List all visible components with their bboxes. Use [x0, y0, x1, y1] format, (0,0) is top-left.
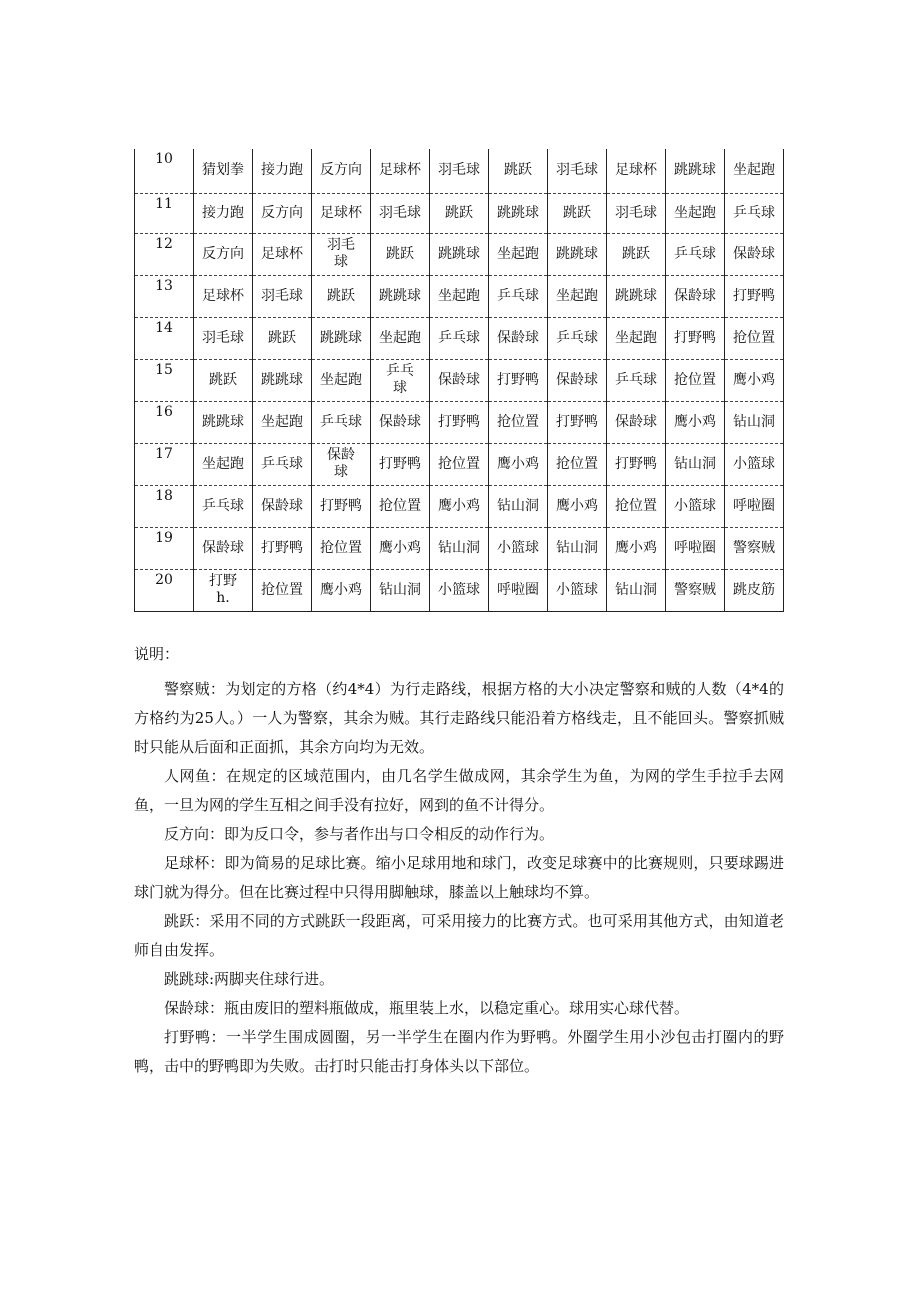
table-cell: 打野鸭 [371, 443, 430, 485]
row-number: 18 [135, 485, 194, 527]
table-cell: 抢位置 [725, 317, 784, 359]
table-row [135, 485, 784, 527]
table-cell: 跳跃 [312, 275, 371, 317]
table-row [135, 275, 784, 317]
table-cell: 小篮球 [430, 569, 489, 611]
table-cell: 小篮球 [489, 527, 548, 569]
note-paragraph: 跳跳球:两脚夹住球行进。 [164, 970, 335, 988]
table-row [135, 401, 784, 443]
table-cell [312, 233, 371, 275]
table-cell: 跳跳球 [253, 359, 312, 401]
table-cell: 警察贼 [666, 569, 725, 611]
table-cell: 打野鸭 [666, 317, 725, 359]
notes-heading: 说明： [134, 645, 180, 663]
table-cell: 跳跳球 [430, 233, 489, 275]
table-row [135, 359, 784, 401]
row-number: 17 [135, 443, 194, 485]
table-cell: 足球杯 [253, 233, 312, 275]
table-cell: 打野鸭 [725, 275, 784, 317]
table-cell: 保龄球 [371, 401, 430, 443]
table-cell: 坐起跑 [666, 193, 725, 233]
table-cell: 乒乓球 [194, 485, 253, 527]
table-cell: 鹰小鸡 [430, 485, 489, 527]
table-cell: 坐起跑 [371, 317, 430, 359]
row-number: 14 [135, 317, 194, 359]
table-cell: 坐起跑 [312, 359, 371, 401]
table-cell: 跳皮筋 [725, 569, 784, 611]
table-cell: 抢位置 [253, 569, 312, 611]
table-cell: 乒乓球 [607, 359, 666, 401]
table-cell: 钻山洞 [489, 485, 548, 527]
row-number: 10 [135, 149, 194, 193]
table-cell: 鹰小鸡 [725, 359, 784, 401]
table-cell: 抢位置 [430, 443, 489, 485]
row-number: 16 [135, 401, 194, 443]
table-cell: 抢位置 [489, 401, 548, 443]
table-cell: 钻山洞 [666, 443, 725, 485]
table-cell: 打野鸭 [607, 443, 666, 485]
row-number: 20 [135, 569, 194, 611]
table-row [135, 149, 784, 193]
table-cell: 鹰小鸡 [489, 443, 548, 485]
table-cell: 打野鸭 [312, 485, 371, 527]
table-cell: 鹰小鸡 [607, 527, 666, 569]
table-cell: 跳跳球 [489, 193, 548, 233]
note-paragraph: 打野鸭：一半学生围成圆圈，另一半学生在圈内作为野鸭。外圈学生用小沙包击打圈内的野鸭，击中的野鸭即为失败。击打时只能击打身体头以下部位。 [134, 1028, 784, 1075]
table-cell: 跳跳球 [666, 149, 725, 193]
table-cell: 呼啦圈 [725, 485, 784, 527]
table-row [135, 193, 784, 233]
table-cell: 呼啦圈 [666, 527, 725, 569]
table-cell: 钻山洞 [548, 527, 607, 569]
table-cell: 羽毛球 [253, 275, 312, 317]
table-cell: 保龄球 [430, 359, 489, 401]
table-cell: 坐起跑 [194, 443, 253, 485]
table-cell: 保龄球 [253, 485, 312, 527]
cell-text: 乒乓球 [386, 363, 414, 396]
table-cell: 羽毛球 [430, 149, 489, 193]
table-cell: 反方向 [312, 149, 371, 193]
table-cell: 小篮球 [666, 485, 725, 527]
table-cell: 坐起跑 [725, 149, 784, 193]
table-cell: 跳跳球 [607, 275, 666, 317]
table-cell: 反方向 [253, 193, 312, 233]
table-cell: 坐起跑 [548, 275, 607, 317]
activity-schedule-table [134, 149, 784, 612]
table-cell: 抢位置 [607, 485, 666, 527]
table-cell: 呼啦圈 [489, 569, 548, 611]
table-cell: 警察贼 [725, 527, 784, 569]
table-cell: 鹰小鸡 [312, 569, 371, 611]
table-cell: 跳跃 [194, 359, 253, 401]
table-cell: 小篮球 [548, 569, 607, 611]
row-number: 12 [135, 233, 194, 275]
table-cell: 钻山洞 [430, 527, 489, 569]
table-cell: 抢位置 [666, 359, 725, 401]
table-cell: 羽毛球 [607, 193, 666, 233]
note-paragraph: 反方向：即为反口令，参与者作出与口令相反的动作行为。 [164, 825, 555, 843]
note-paragraph: 跳跃：采用不同的方式跳跃一段距离，可采用接力的比赛方式。也可采用其他方式，由知道老师自由发挥。 [134, 912, 784, 959]
table-cell: 乒乓球 [430, 317, 489, 359]
table-cell: 保龄球 [607, 401, 666, 443]
notes-section [134, 640, 784, 1081]
table-cell: 保龄球 [489, 317, 548, 359]
table-cell: 跳跳球 [194, 401, 253, 443]
table-cell: 保龄球 [666, 275, 725, 317]
table-cell: 乒乓球 [489, 275, 548, 317]
table-cell: 足球杯 [312, 193, 371, 233]
table-cell: 钻山洞 [607, 569, 666, 611]
table-cell: 鹰小鸡 [548, 485, 607, 527]
cell-text: 打野h. [209, 573, 237, 606]
table-cell: 跳跃 [430, 193, 489, 233]
row-number: 11 [135, 193, 194, 233]
table-cell: 羽毛球 [194, 317, 253, 359]
table-cell: 跳跳球 [312, 317, 371, 359]
table-cell: 钻山洞 [371, 569, 430, 611]
table-cell: 抢位置 [371, 485, 430, 527]
table-cell: 乒乓球 [548, 317, 607, 359]
table-cell: 鹰小鸡 [666, 401, 725, 443]
table-cell: 乒乓球 [666, 233, 725, 275]
table-row [135, 317, 784, 359]
table-cell: 打野鸭 [548, 401, 607, 443]
table-cell [371, 359, 430, 401]
table-cell: 保龄球 [725, 233, 784, 275]
table-cell: 跳跃 [489, 149, 548, 193]
table-row [135, 527, 784, 569]
table-cell: 跳跳球 [548, 233, 607, 275]
table-cell: 乒乓球 [725, 193, 784, 233]
table-cell: 坐起跑 [430, 275, 489, 317]
table-cell: 接力跑 [253, 149, 312, 193]
table-cell: 猜划拳 [194, 149, 253, 193]
table-cell: 足球杯 [371, 149, 430, 193]
note-paragraph: 足球杯：即为简易的足球比赛。缩小足球用地和球门，改变足球赛中的比赛规则，只要球踢进球门就为得分。但在比赛过程中只得用脚触球，膝盖以上触球均不算。 [134, 854, 784, 901]
table-cell [312, 443, 371, 485]
table-row [135, 569, 784, 611]
table-cell: 打野鸭 [489, 359, 548, 401]
table-cell: 跳跃 [548, 193, 607, 233]
table-cell: 羽毛球 [548, 149, 607, 193]
table-cell: 跳跃 [371, 233, 430, 275]
table-cell: 打野鸭 [253, 527, 312, 569]
table-cell: 抢位置 [312, 527, 371, 569]
table-cell: 抢位置 [548, 443, 607, 485]
table-cell: 足球杯 [194, 275, 253, 317]
table-cell: 跳跃 [253, 317, 312, 359]
table-row [135, 443, 784, 485]
table-cell: 打野鸭 [430, 401, 489, 443]
table-cell: 保龄球 [548, 359, 607, 401]
cell-text: 保龄球 [327, 447, 355, 480]
note-paragraph: 警察贼：为划定的方格（约4*4）为行走路线，根据方格的大小决定警察和贼的人数（4*4的方格约为25人。）一人为警察，其余为贼。其行走路线只能沿着方格线走，且不能回头。警察抓贼时只能从后面和正面抓，其余方向均为无效。 [134, 680, 784, 756]
note-paragraph: 保龄球：瓶由废旧的塑料瓶做成，瓶里装上水，以稳定重心。球用实心球代替。 [164, 999, 690, 1017]
row-number: 13 [135, 275, 194, 317]
table-cell: 接力跑 [194, 193, 253, 233]
table-cell: 跳跃 [607, 233, 666, 275]
table-cell: 坐起跑 [489, 233, 548, 275]
table-cell: 乒乓球 [312, 401, 371, 443]
table-cell: 坐起跑 [253, 401, 312, 443]
table-cell: 跳跳球 [371, 275, 430, 317]
table-cell: 坐起跑 [607, 317, 666, 359]
table-cell: 足球杯 [607, 149, 666, 193]
table-cell: 鹰小鸡 [371, 527, 430, 569]
row-number: 19 [135, 527, 194, 569]
table-cell: 乒乓球 [253, 443, 312, 485]
table-cell: 钻山洞 [725, 401, 784, 443]
table-cell: 保龄球 [194, 527, 253, 569]
row-number: 15 [135, 359, 194, 401]
cell-text: 羽毛球 [327, 237, 355, 270]
table-cell: 羽毛球 [371, 193, 430, 233]
table-cell: 小篮球 [725, 443, 784, 485]
table-cell [194, 569, 253, 611]
table-row [135, 233, 784, 275]
note-paragraph: 人网鱼：在规定的区域范围内，由几名学生做成网，其余学生为鱼，为网的学生手拉手去网鱼，一旦为网的学生互相之间手没有拉好，网到的鱼不计得分。 [134, 767, 784, 814]
table-cell: 反方向 [194, 233, 253, 275]
